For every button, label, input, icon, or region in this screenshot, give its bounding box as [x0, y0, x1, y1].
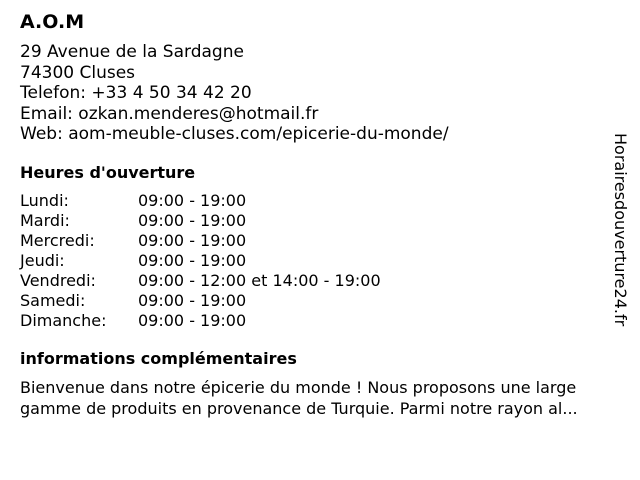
business-card	[20, 10, 620, 419]
hours-day: Mardi:	[20, 210, 70, 230]
hours-time: 09:00 - 19:00	[138, 290, 247, 310]
hours-day: Samedi:	[20, 290, 86, 310]
email-address: Email: ozkan.menderes@hotmail.fr	[20, 103, 319, 124]
additional-info-text	[20, 377, 620, 419]
hours-time: 09:00 - 19:00	[138, 310, 247, 330]
hours-row-friday	[20, 271, 381, 291]
hours-time: 09:00 - 19:00	[138, 190, 247, 210]
contact-block	[20, 42, 620, 145]
hours-row-wednesday	[20, 231, 381, 251]
hours-row-monday	[20, 191, 381, 211]
hours-row-saturday	[20, 291, 381, 311]
hours-day: Jeudi:	[20, 250, 65, 270]
info-line: gamme de produits en provenance de Turquie. Parmi notre rayon al...	[20, 398, 578, 418]
additional-info-heading: informations complémentaires	[20, 348, 297, 368]
website-url: Web: aom-meuble-cluses.com/epicerie-du-monde/	[20, 124, 449, 144]
hours-time: 09:00 - 12:00 et 14:00 - 19:00	[138, 270, 381, 290]
hours-row-sunday	[20, 311, 381, 331]
hours-time: 09:00 - 19:00	[138, 210, 247, 230]
hours-day: Dimanche:	[20, 310, 107, 330]
info-line: Bienvenue dans notre épicerie du monde ! Nous proposons une large	[20, 377, 577, 397]
phone-number: Telefon: +33 4 50 34 42 20	[20, 83, 252, 103]
hours-day: Lundi:	[20, 190, 69, 210]
hours-time: 09:00 - 19:00	[138, 230, 247, 250]
hours-day: Vendredi:	[20, 270, 96, 290]
hours-row-tuesday	[20, 211, 381, 231]
hours-day: Mercredi:	[20, 230, 95, 250]
opening-hours-heading: Heures d'ouverture	[20, 162, 196, 182]
site-watermark: Horairesdouverture24.fr	[611, 133, 630, 327]
opening-hours-table	[20, 191, 381, 331]
address-street: 29 Avenue de la Sardagne	[20, 42, 244, 62]
address-city: 74300 Cluses	[20, 62, 136, 83]
hours-time: 09:00 - 19:00	[138, 250, 247, 270]
business-name: A.O.M	[20, 11, 85, 33]
hours-row-thursday	[20, 251, 381, 271]
